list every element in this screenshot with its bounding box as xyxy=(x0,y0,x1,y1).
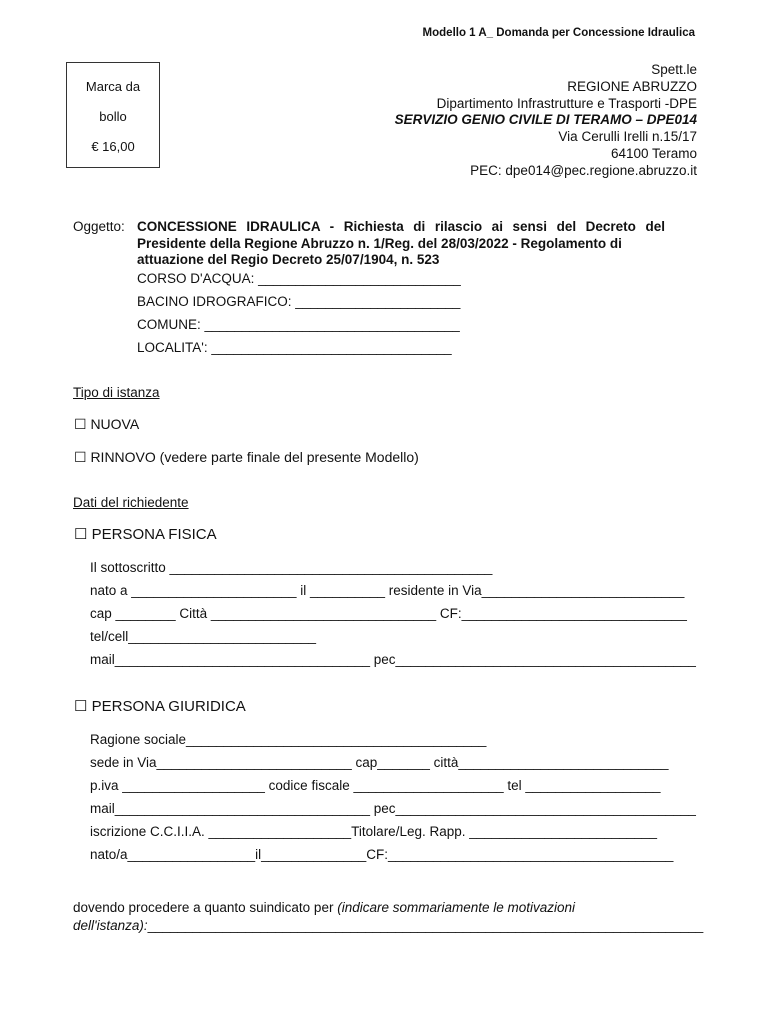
subject-text-main: CONCESSIONE IDRAULICA - Richiesta di rilascio ai sensi del Decreto del Presidente della Regione Abruzzo n. 1/Reg. del 28/03/2022 - Regolamento di xyxy=(137,219,665,251)
locality-field[interactable]: LOCALITA': ________________________________ xyxy=(137,340,452,355)
lp-vat-fiscal-tel-field[interactable]: p.iva ___________________ codice fiscale ____________________ tel __________________ xyxy=(90,778,661,793)
lp-mail-pec-field[interactable]: mail__________________________________ pec________________________________________ xyxy=(90,801,696,816)
recipient-department: Dipartimento Infrastrutture e Trasporti -DPE xyxy=(436,95,697,111)
np-phone-field[interactable]: tel/cell_________________________ xyxy=(90,629,316,644)
motivation-line1 xyxy=(73,900,575,915)
municipality-field[interactable]: COMUNE: __________________________________ xyxy=(137,317,460,332)
request-new-checkbox[interactable]: ☐ NUOVA xyxy=(74,416,140,432)
revenue-stamp-box xyxy=(66,62,160,168)
watercourse-field[interactable]: CORSO D'ACQUA: ___________________________ xyxy=(137,271,461,286)
motivation-hint: (indicare sommariamente le motivazioni xyxy=(337,900,576,915)
recipient-city: 64100 Teramo xyxy=(610,145,697,161)
recipient-salutation: Spett.le xyxy=(651,62,697,77)
lp-address-field[interactable]: sede in Via__________________________ cap_______ città____________________________ xyxy=(90,755,669,770)
recipient-street: Via Cerulli Irelli n.15/17 xyxy=(558,129,697,145)
motivation-hint-end: dell'istanza): xyxy=(73,918,148,933)
recipient-region: REGIONE ABRUZZO xyxy=(567,78,697,94)
motivation-line2[interactable] xyxy=(73,918,703,933)
np-mail-pec-field[interactable]: mail__________________________________ pec________________________________________ xyxy=(90,652,696,667)
recipient-address-block xyxy=(395,62,697,180)
recipient-service: SERVIZIO GENIO CIVILE DI TERAMO – DPE014 xyxy=(394,112,697,128)
stamp-label-line2: bollo xyxy=(99,109,127,124)
river-basin-field[interactable]: BACINO IDROGRAFICO: ______________________ xyxy=(137,294,461,309)
recipient-pec: PEC: dpe014@pec.regione.abruzzo.it xyxy=(470,162,697,178)
document-header-title: Modello 1 A_ Domanda per Concessione Idraulica xyxy=(422,27,695,39)
request-renewal-checkbox[interactable]: ☐ RINNOVO (vedere parte finale del presente Modello) xyxy=(74,449,419,465)
subject-text xyxy=(137,219,665,269)
request-type-heading: Tipo di istanza xyxy=(73,385,160,400)
np-birth-residence-field[interactable]: nato a ______________________ il __________ residente in Via___________________________ xyxy=(90,583,685,598)
legal-person-checkbox[interactable]: ☐ PERSONA GIURIDICA xyxy=(74,698,246,715)
subject-text-last: attuazione del Regio Decreto 25/07/1904, n. 523 xyxy=(137,252,440,267)
motivation-blank[interactable]: __________________________________________________________________________ xyxy=(147,918,704,933)
subject-label: Oggetto: xyxy=(73,219,125,234)
lp-company-name-field[interactable]: Ragione sociale________________________________________ xyxy=(90,732,487,747)
stamp-amount: € 16,00 xyxy=(91,139,135,154)
np-cap-city-cf-field[interactable]: cap ________ Città ______________________________ CF:______________________________ xyxy=(90,606,687,621)
natural-person-checkbox[interactable]: ☐ PERSONA FISICA xyxy=(74,526,217,543)
lp-birth-cf-field[interactable]: nato/a_________________il______________CF:______________________________________ xyxy=(90,847,674,862)
lp-registration-field[interactable]: iscrizione C.C.I.I.A. ___________________Titolare/Leg. Rapp. _________________________ xyxy=(90,824,657,839)
applicant-heading: Dati del richiedente xyxy=(73,495,189,510)
motivation-prefix: dovendo procedere a quanto suindicato per xyxy=(73,900,338,915)
stamp-label-line1: Marca da xyxy=(85,79,141,94)
np-signatory-field[interactable]: Il sottoscritto ___________________________________________ xyxy=(90,560,493,575)
